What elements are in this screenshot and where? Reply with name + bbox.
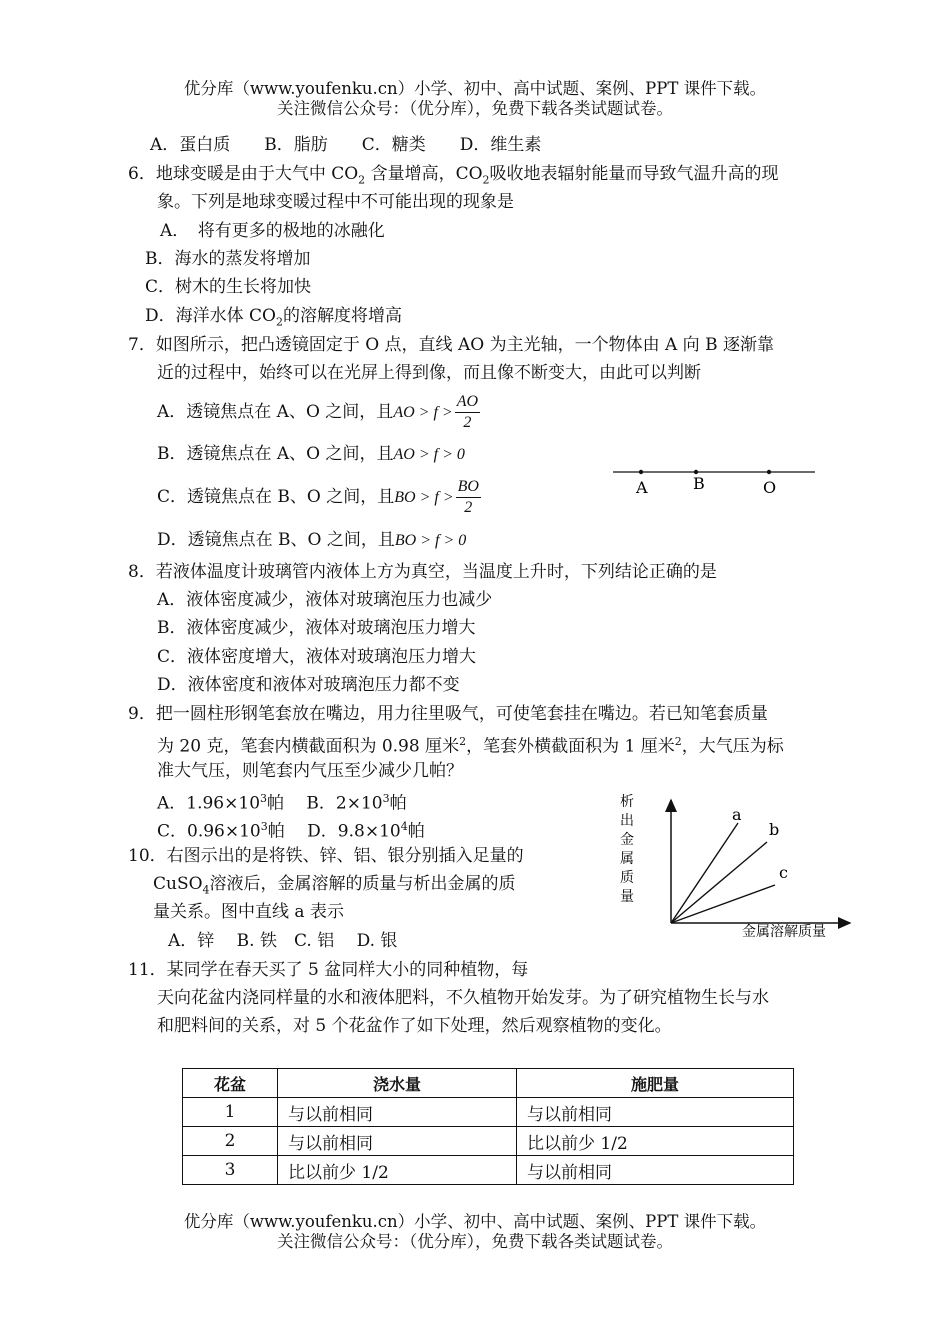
q5-options: A．蛋白质 B．脂肪 C．糖类 D．维生素 [150, 135, 542, 155]
table-header-row [183, 1069, 794, 1098]
q8-option-d: D．液体密度和液体对玻璃泡压力都不变 [157, 675, 460, 695]
y-axis-label-char: 出 [620, 813, 634, 829]
table-row [183, 1127, 794, 1156]
q11-stem-line2: 天向花盆内浇同样量的水和液体肥料，不久植物开始发芽。为了研究植物生长与水 [157, 988, 769, 1008]
q9-options-ab: A．$1.96\times 10^3$帕 B．$2\times 10^3$帕 [157, 792, 407, 814]
y-axis-label-char: 质 [620, 870, 634, 886]
q7-option-c: C．透镜焦点在 B、O 之间，且BO > f > $\frac{BO}{2}$ [157, 478, 479, 516]
y-axis-label-char: 属 [620, 851, 634, 867]
table-header-fertilizer: 施肥量 [517, 1069, 794, 1098]
y-axis-label-char: 析 [620, 794, 634, 810]
page-footer-line2: 关注微信公众号：（优分库），免费下载各类试题试卷。 [277, 1232, 673, 1251]
line-c [671, 885, 775, 923]
table-cell: 3 [183, 1156, 278, 1185]
table-row [183, 1098, 794, 1127]
y-axis-label-char: 金 [620, 832, 634, 848]
table-header-pot: 花盆 [183, 1069, 278, 1098]
table-cell: 1 [183, 1098, 278, 1127]
line-b [671, 842, 767, 923]
line-c-label: c [779, 863, 788, 882]
line-b-label: b [769, 820, 780, 839]
q10-stem-line2: CuSO$_4$溶液后，金属溶解的质量与析出金属的质 [153, 874, 516, 897]
table-cell: 比以前少 1/2 [517, 1127, 794, 1156]
q8-option-a: A．液体密度减少，液体对玻璃泡压力也减少 [157, 590, 493, 610]
point-o-dot [767, 470, 771, 474]
table-cell: 比以前少 1/2 [278, 1156, 517, 1185]
q10-options: A．锌 B. 铁 C. 铝 D. 银 [168, 931, 398, 951]
q10-stem-line3: 量关系。图中直线 a 表示 [153, 902, 344, 922]
q10-stem-line1: 10．右图示出的是将铁、锌、铝、银分别插入足量的 [128, 846, 524, 866]
q8-stem: 8．若液体温度计玻璃管内液体上方为真空，当温度上升时，下列结论正确的是 [128, 562, 717, 582]
line-a [671, 823, 738, 923]
q9-options-cd: C．$0.96\times 10^3$帕 D．$9.8\times 10^4$帕 [157, 820, 425, 842]
line-a-label: a [732, 805, 742, 824]
point-o-label: O [763, 478, 777, 497]
q7-option-a: A．透镜焦点在 A、O 之间，且AO > f > $\frac{AO}{2}$ [157, 393, 479, 431]
q6-option-c: C．树木的生长将加快 [145, 277, 312, 297]
q9-stem-line1: 9．把一圆柱形钢笔套放在嘴边，用力往里吸气，可使笔套挂在嘴边。若已知笔套质量 [128, 704, 768, 724]
q6-option-d: D．海洋水体 $CO_2$的溶解度将增高 [145, 306, 402, 329]
q11-stem-line1: 11．某同学在春天买了 5 盆同样大小的同种植物，每 [128, 960, 529, 980]
x-axis-label: 金属溶解质量 [742, 924, 826, 940]
q11-table [182, 1068, 794, 1185]
q6-option-b: B．海水的蒸发将增加 [145, 249, 311, 269]
table-cell: 与以前相同 [278, 1098, 517, 1127]
table-cell: 与以前相同 [517, 1098, 794, 1127]
q8-option-c: C．液体密度增大，液体对玻璃泡压力增大 [157, 647, 477, 667]
page-header-line1: 优分库（www.youfenku.cn）小学、初中、高中试题、案例、PPT 课件下载。 [183, 79, 767, 98]
q7-optical-axis-figure [605, 455, 820, 500]
table-header-water: 浇水量 [278, 1069, 517, 1098]
table-cell: 2 [183, 1127, 278, 1156]
q10-metal-graph [612, 790, 862, 945]
y-axis-label-char: 量 [620, 889, 634, 905]
table-row [183, 1156, 794, 1185]
q7-stem-line2: 近的过程中，始终可以在光屏上得到像，而且像不断变大，由此可以判断 [157, 363, 701, 383]
point-a-dot [639, 470, 643, 474]
q7-stem-line1: 7．如图所示，把凸透镜固定于 O 点，直线 AO 为主光轴，一个物体由 A 向 B 逐渐靠 [128, 335, 774, 355]
page-footer-line1: 优分库（www.youfenku.cn）小学、初中、高中试题、案例、PPT 课件下载。 [183, 1212, 767, 1231]
q6-option-a: A． 将有更多的极地的冰融化 [160, 221, 385, 241]
q6-stem-line1: 6．地球变暖是由于大气中 $CO_2$ 含量增高，$CO_2$吸收地表辐射能量而导致气温升高的现 [128, 164, 779, 187]
q9-stem-line3: 准大气压，则笔套内气压至少减少几帕？ [157, 761, 463, 781]
q7-option-b: B．透镜焦点在 A、O 之间，且AO > f > 0 [157, 444, 465, 464]
q8-option-b: B．液体密度减少，液体对玻璃泡压力增大 [157, 618, 476, 638]
q6-stem-line2: 象。下列是地球变暖过程中不可能出现的现象是 [157, 192, 514, 212]
point-b-label: B [693, 474, 705, 493]
q7-option-d: D．透镜焦点在 B、O 之间，且BO > f > 0 [157, 530, 467, 550]
q11-stem-line3: 和肥料间的关系，对 5 个花盆作了如下处理，然后观察植物的变化。 [157, 1016, 672, 1036]
page-header-line2: 关注微信公众号：（优分库），免费下载各类试题试卷。 [277, 99, 673, 118]
table-cell: 与以前相同 [278, 1127, 517, 1156]
point-a-label: A [636, 478, 648, 497]
q9-stem-line2: 为 20 克，笔套内横截面积为 0.98 厘米$^2$，笔套外横截面积为 1 厘米$^2$，大气压为标 [157, 735, 784, 757]
table-cell: 与以前相同 [517, 1156, 794, 1185]
